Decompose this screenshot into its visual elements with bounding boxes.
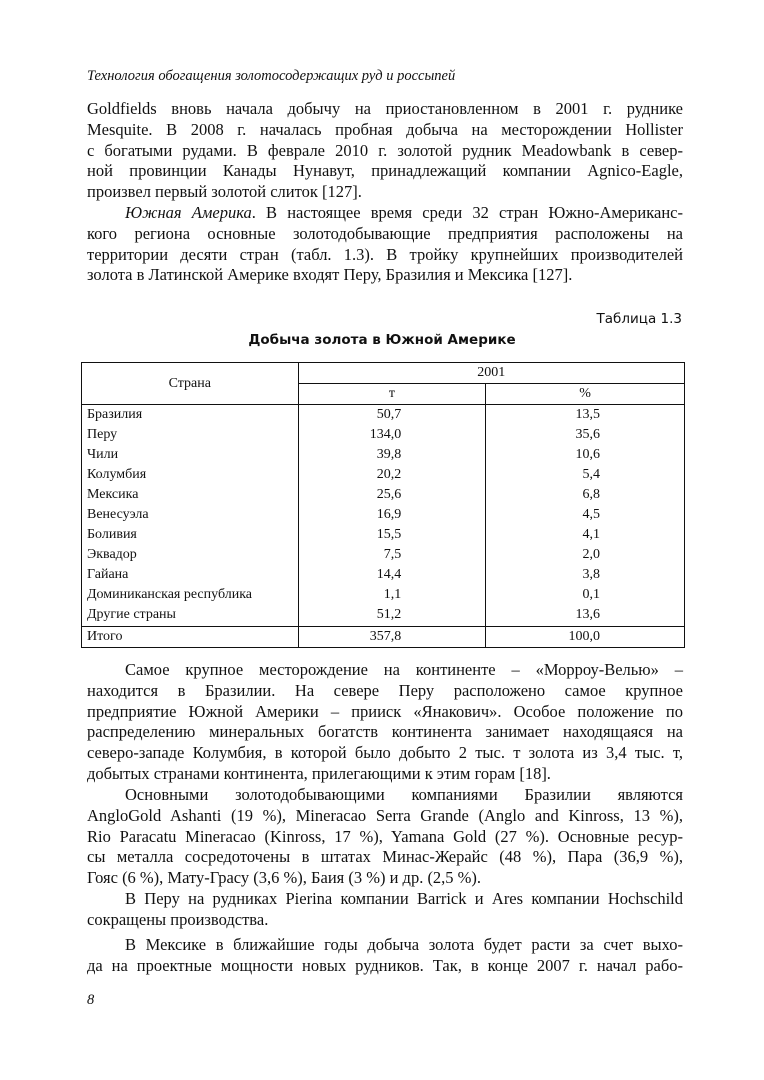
column-header-country: Страна xyxy=(82,363,299,405)
text-line: Goldfields вновь начала добычу на приостановленном в 2001 г. руднике xyxy=(87,99,683,118)
cell-tonnes: 7,5 xyxy=(298,545,486,565)
cell-tonnes: 357,8 xyxy=(298,627,486,648)
text-line: с богатыми рудами. В феврале 2010 г. золотой рудник Meadowbank в север- xyxy=(87,140,683,160)
table-title: Добыча золота в Южной Америке xyxy=(248,332,516,348)
column-header-tonnes: т xyxy=(298,384,486,405)
cell-country: Доминиканская республика xyxy=(82,585,299,605)
text-line xyxy=(87,203,683,224)
table-row xyxy=(82,545,685,565)
page-number: 8 xyxy=(87,992,95,1008)
table-row xyxy=(82,485,685,505)
text-line: Rio Paracatu Mineracao (Kinross, 17 %), Yamana Gold (27 %). Основные ресур- xyxy=(87,826,683,846)
cell-country: Другие страны xyxy=(82,605,299,627)
cell-country: Чили xyxy=(82,445,299,465)
text-line: сокращены производства. xyxy=(87,909,269,929)
table-row xyxy=(82,585,685,605)
text-line: да на проектные мощности новых рудников. Так, в конце 2007 г. начал рабо- xyxy=(87,955,683,975)
text-line: Основными золотодобывающими компаниями Бразилии являются xyxy=(125,785,683,804)
cell-tonnes: 15,5 xyxy=(298,525,486,545)
text-line: предприятие Южной Америки – прииск «Янакович». Особое положение по xyxy=(87,701,683,721)
table-row xyxy=(82,405,685,426)
running-header: Технология обогащения золотосодержащих руд и россыпей xyxy=(87,68,456,84)
text-line: территории десяти стран (табл. 1.3). В тройку крупнейших производителей xyxy=(87,244,683,264)
table-row xyxy=(82,605,685,627)
cell-percent: 10,6 xyxy=(486,445,685,465)
cell-tonnes: 25,6 xyxy=(298,485,486,505)
table-row xyxy=(82,505,685,525)
text-line: сы металла сосредоточены в штатах Минас-Жерайс (48 %), Пара (36,9 %), xyxy=(87,847,683,867)
cell-country: Бразилия xyxy=(82,405,299,426)
cell-percent: 2,0 xyxy=(486,545,685,565)
text-line: Гояс (6 %), Мату-Грасу (3,6 %), Баия (3 %) и др. (2,5 %). xyxy=(87,868,482,888)
paragraph-brazil-companies xyxy=(87,785,683,889)
cell-country: Гайана xyxy=(82,565,299,585)
cell-tonnes: 1,1 xyxy=(298,585,486,605)
table-row xyxy=(82,425,685,445)
text-line: В Мексике в ближайшие годы добыча золота будет расти за счет выхо- xyxy=(125,935,683,954)
table-row xyxy=(82,445,685,465)
text-line: ной провинции Канады Нунавут, принадлежащий компании Agnico-Eagle, xyxy=(87,161,683,181)
text-line: кого региона основные золотодобывающие предприятия расположены на xyxy=(87,223,683,243)
cell-tonnes: 50,7 xyxy=(298,405,486,426)
paragraph-south-america xyxy=(87,203,683,286)
cell-country: Эквадор xyxy=(82,545,299,565)
text-line: AngloGold Ashanti (19 %), Mineracao Serra Grande (Anglo and Kinross, 13 %), xyxy=(87,805,683,825)
table-row xyxy=(82,525,685,545)
paragraph-morrow-velho xyxy=(87,660,683,785)
text-line-rest: . В настоящее время среди 32 стран Южно-Американс- xyxy=(251,203,683,222)
table-row xyxy=(82,465,685,485)
cell-country: Итого xyxy=(82,627,299,648)
paragraph-mexico xyxy=(87,935,683,977)
text-line: В Перу на рудниках Pierina компании Barrick и Ares компании Hochschild xyxy=(125,889,683,908)
cell-percent: 13,5 xyxy=(486,405,685,426)
cell-tonnes: 20,2 xyxy=(298,465,486,485)
cell-country: Перу xyxy=(82,425,299,445)
cell-tonnes: 134,0 xyxy=(298,425,486,445)
text-line: золота в Латинской Америке входят Перу, Бразилия и Мексика [127]. xyxy=(87,265,573,285)
table-body xyxy=(82,405,685,648)
cell-country: Боливия xyxy=(82,525,299,545)
cell-percent: 3,8 xyxy=(486,565,685,585)
text-line: Самое крупное месторождение на континенте – «Морроу-Велью» – xyxy=(125,660,683,679)
cell-percent: 4,5 xyxy=(486,505,685,525)
cell-tonnes: 39,8 xyxy=(298,445,486,465)
cell-percent: 0,1 xyxy=(486,585,685,605)
cell-tonnes: 16,9 xyxy=(298,505,486,525)
paragraph-peru xyxy=(87,889,683,931)
cell-percent: 5,4 xyxy=(486,465,685,485)
text-line: добытых странами континента, прилегающими к этим горам [18]. xyxy=(87,763,551,783)
cell-percent: 4,1 xyxy=(486,525,685,545)
cell-percent: 100,0 xyxy=(486,627,685,648)
cell-percent: 6,8 xyxy=(486,485,685,505)
text-line: произвел первый золотой слиток [127]. xyxy=(87,182,362,202)
cell-percent: 13,6 xyxy=(486,605,685,627)
table-label: Таблица 1.3 xyxy=(596,311,682,327)
column-header-year: 2001 xyxy=(298,363,684,384)
paragraph-goldfields xyxy=(87,99,683,203)
cell-country: Мексика xyxy=(82,485,299,505)
text-line: Mesquite. В 2008 г. началась пробная добыча на месторождении Hollister xyxy=(87,119,683,139)
column-header-percent: % xyxy=(486,384,685,405)
text-line: распределению минеральных богатств континента занимает находящаяся на xyxy=(87,722,683,742)
italic-lead: Южная Америка xyxy=(125,203,252,222)
text-line: северо-западе Колумбия, в которой было добыто 2 тыс. т золота из 3,4 тыс. т, xyxy=(87,743,683,763)
cell-country: Венесуэла xyxy=(82,505,299,525)
cell-percent: 35,6 xyxy=(486,425,685,445)
gold-production-table xyxy=(81,362,685,648)
table-total-row xyxy=(82,627,685,648)
cell-country: Колумбия xyxy=(82,465,299,485)
text-line: находится в Бразилии. На севере Перу расположено самое крупное xyxy=(87,680,683,700)
cell-tonnes: 51,2 xyxy=(298,605,486,627)
table-row xyxy=(82,565,685,585)
cell-tonnes: 14,4 xyxy=(298,565,486,585)
